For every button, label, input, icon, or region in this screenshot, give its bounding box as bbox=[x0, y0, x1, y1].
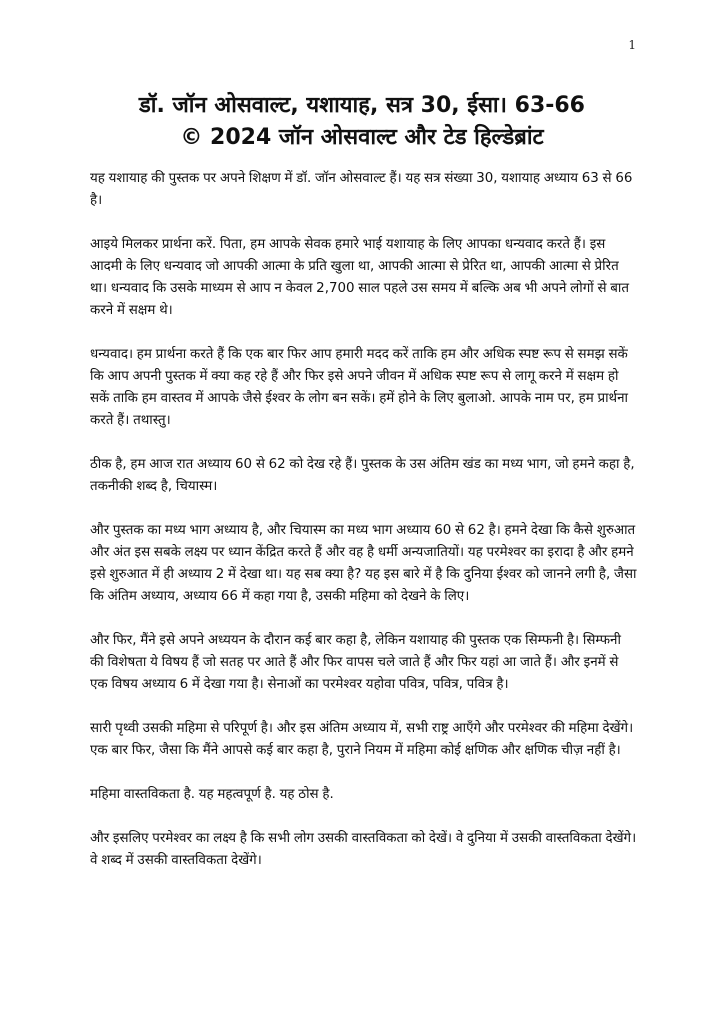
title-line-2: © 2024 जॉन ओसवाल्ट और टेड हिल्डेब्रांट bbox=[180, 125, 544, 150]
paragraph-goal: और इसलिए परमेश्वर का लक्ष्य है कि सभी लोग उसकी वास्तविकता को देखें। वे दुनिया में उसकी वास्तविकता देखेंगे। वे शब्द में उसकी वास्तविकता देखेंगे। bbox=[90, 831, 637, 868]
paragraph-thanks: धन्यवाद। हम प्रार्थना करते हैं कि एक बार फिर आप हमारी मदद करें ताकि हम और अधिक स्पष्ट रूप से समझ सकें कि आप अपनी पुस्तक में क्या कह रहे हैं और फिर इसे अपने जीवन में अधिक स्पष्ट रूप से लागू करने में सक्षम हो सकें ताकि हम वास्तव में आपके जैसे ईश्वर के लोग बन सकें। हमें होने के लिए बुलाओ. आपके नाम पर, हम प्रार्थना करते हैं। तथास्तु। bbox=[90, 347, 629, 428]
document-body bbox=[90, 168, 638, 894]
paragraph-chiasm: और पुस्तक का मध्य भाग अध्याय है, और चियास्म का मध्य भाग अध्याय 60 से 62 है। हमने देखा कि कैसे शुरुआत और अंत इस सबके लक्ष्य पर ध्यान केंद्रित करते हैं और वह है धर्मी अन्यजातियों। यह परमेश्वर का इरादा है और हमने इसे शुरुआत में ही अध्याय 2 में देखा था। यह सब क्या है? यह इस बारे में है कि दुनिया ईश्वर को जानने लगी है, जैसा कि अंतिम अध्याय, अध्याय 66 में कहा गया है, उसकी महिमा को देखने के लिए। bbox=[90, 523, 637, 604]
paragraph-chapters-60-62: ठीक है, हम आज रात अध्याय 60 से 62 को देख रहे हैं। पुस्तक के उस अंतिम खंड का मध्य भाग, जो हमने कहा है, तकनीकी शब्द है, चियास्म। bbox=[90, 457, 635, 494]
paragraph-prayer: आइये मिलकर प्रार्थना करें. पिता, हम आपके सेवक हमारे भाई यशायाह के लिए आपका धन्यवाद करते हैं। इस आदमी के लिए धन्यवाद जो आपकी आत्मा के प्रति खुला था, आपकी आत्मा से प्रेरित था, आपकी आत्मा से प्रेरित था। धन्यवाद कि उसके माध्यम से आप न केवल 2,700 साल पहले उस समय में बल्कि अब भी अपने लोगों से बात करने में सक्षम थे। bbox=[90, 237, 630, 318]
paragraph-reality: महिमा वास्तविकता है. यह महत्वपूर्ण है. यह ठोस है. bbox=[90, 787, 334, 802]
document-title bbox=[80, 90, 644, 154]
title-line-1: डॉ. जॉन ओसवाल्ट, यशायाह, सत्र 30, ईसा। 63-66 bbox=[139, 93, 585, 118]
paragraph-intro: यह यशायाह की पुस्तक पर अपने शिक्षण में डॉ. जॉन ओसवाल्ट हैं। यह सत्र संख्या 30, यशायाह अध्याय 63 से 66 है। bbox=[90, 171, 633, 208]
page-number: 1 bbox=[628, 38, 636, 52]
paragraph-symphony: और फिर, मैंने इसे अपने अध्ययन के दौरान कई बार कहा है, लेकिन यशायाह की पुस्तक एक सिम्फनी है। सिम्फनी की विशेषता ये विषय हैं जो सतह पर आते हैं और फिर वापस चले जाते हैं और फिर यहां आ जाते हैं। और इनमें से एक विषय अध्याय 6 में देखा गया है। सेनाओं का परमेश्वर यहोवा पवित्र, पवित्र, पवित्र है। bbox=[90, 633, 621, 692]
paragraph-glory: सारी पृथ्वी उसकी महिमा से परिपूर्ण है। और इस अंतिम अध्याय में, सभी राष्ट्र आएँगे और परमेश्वर की महिमा देखेंगे। एक बार फिर, जैसा कि मैंने आपसे कई बार कहा है, पुराने नियम में महिमा कोई क्षणिक और क्षणिक चीज़ नहीं है। bbox=[90, 721, 634, 758]
